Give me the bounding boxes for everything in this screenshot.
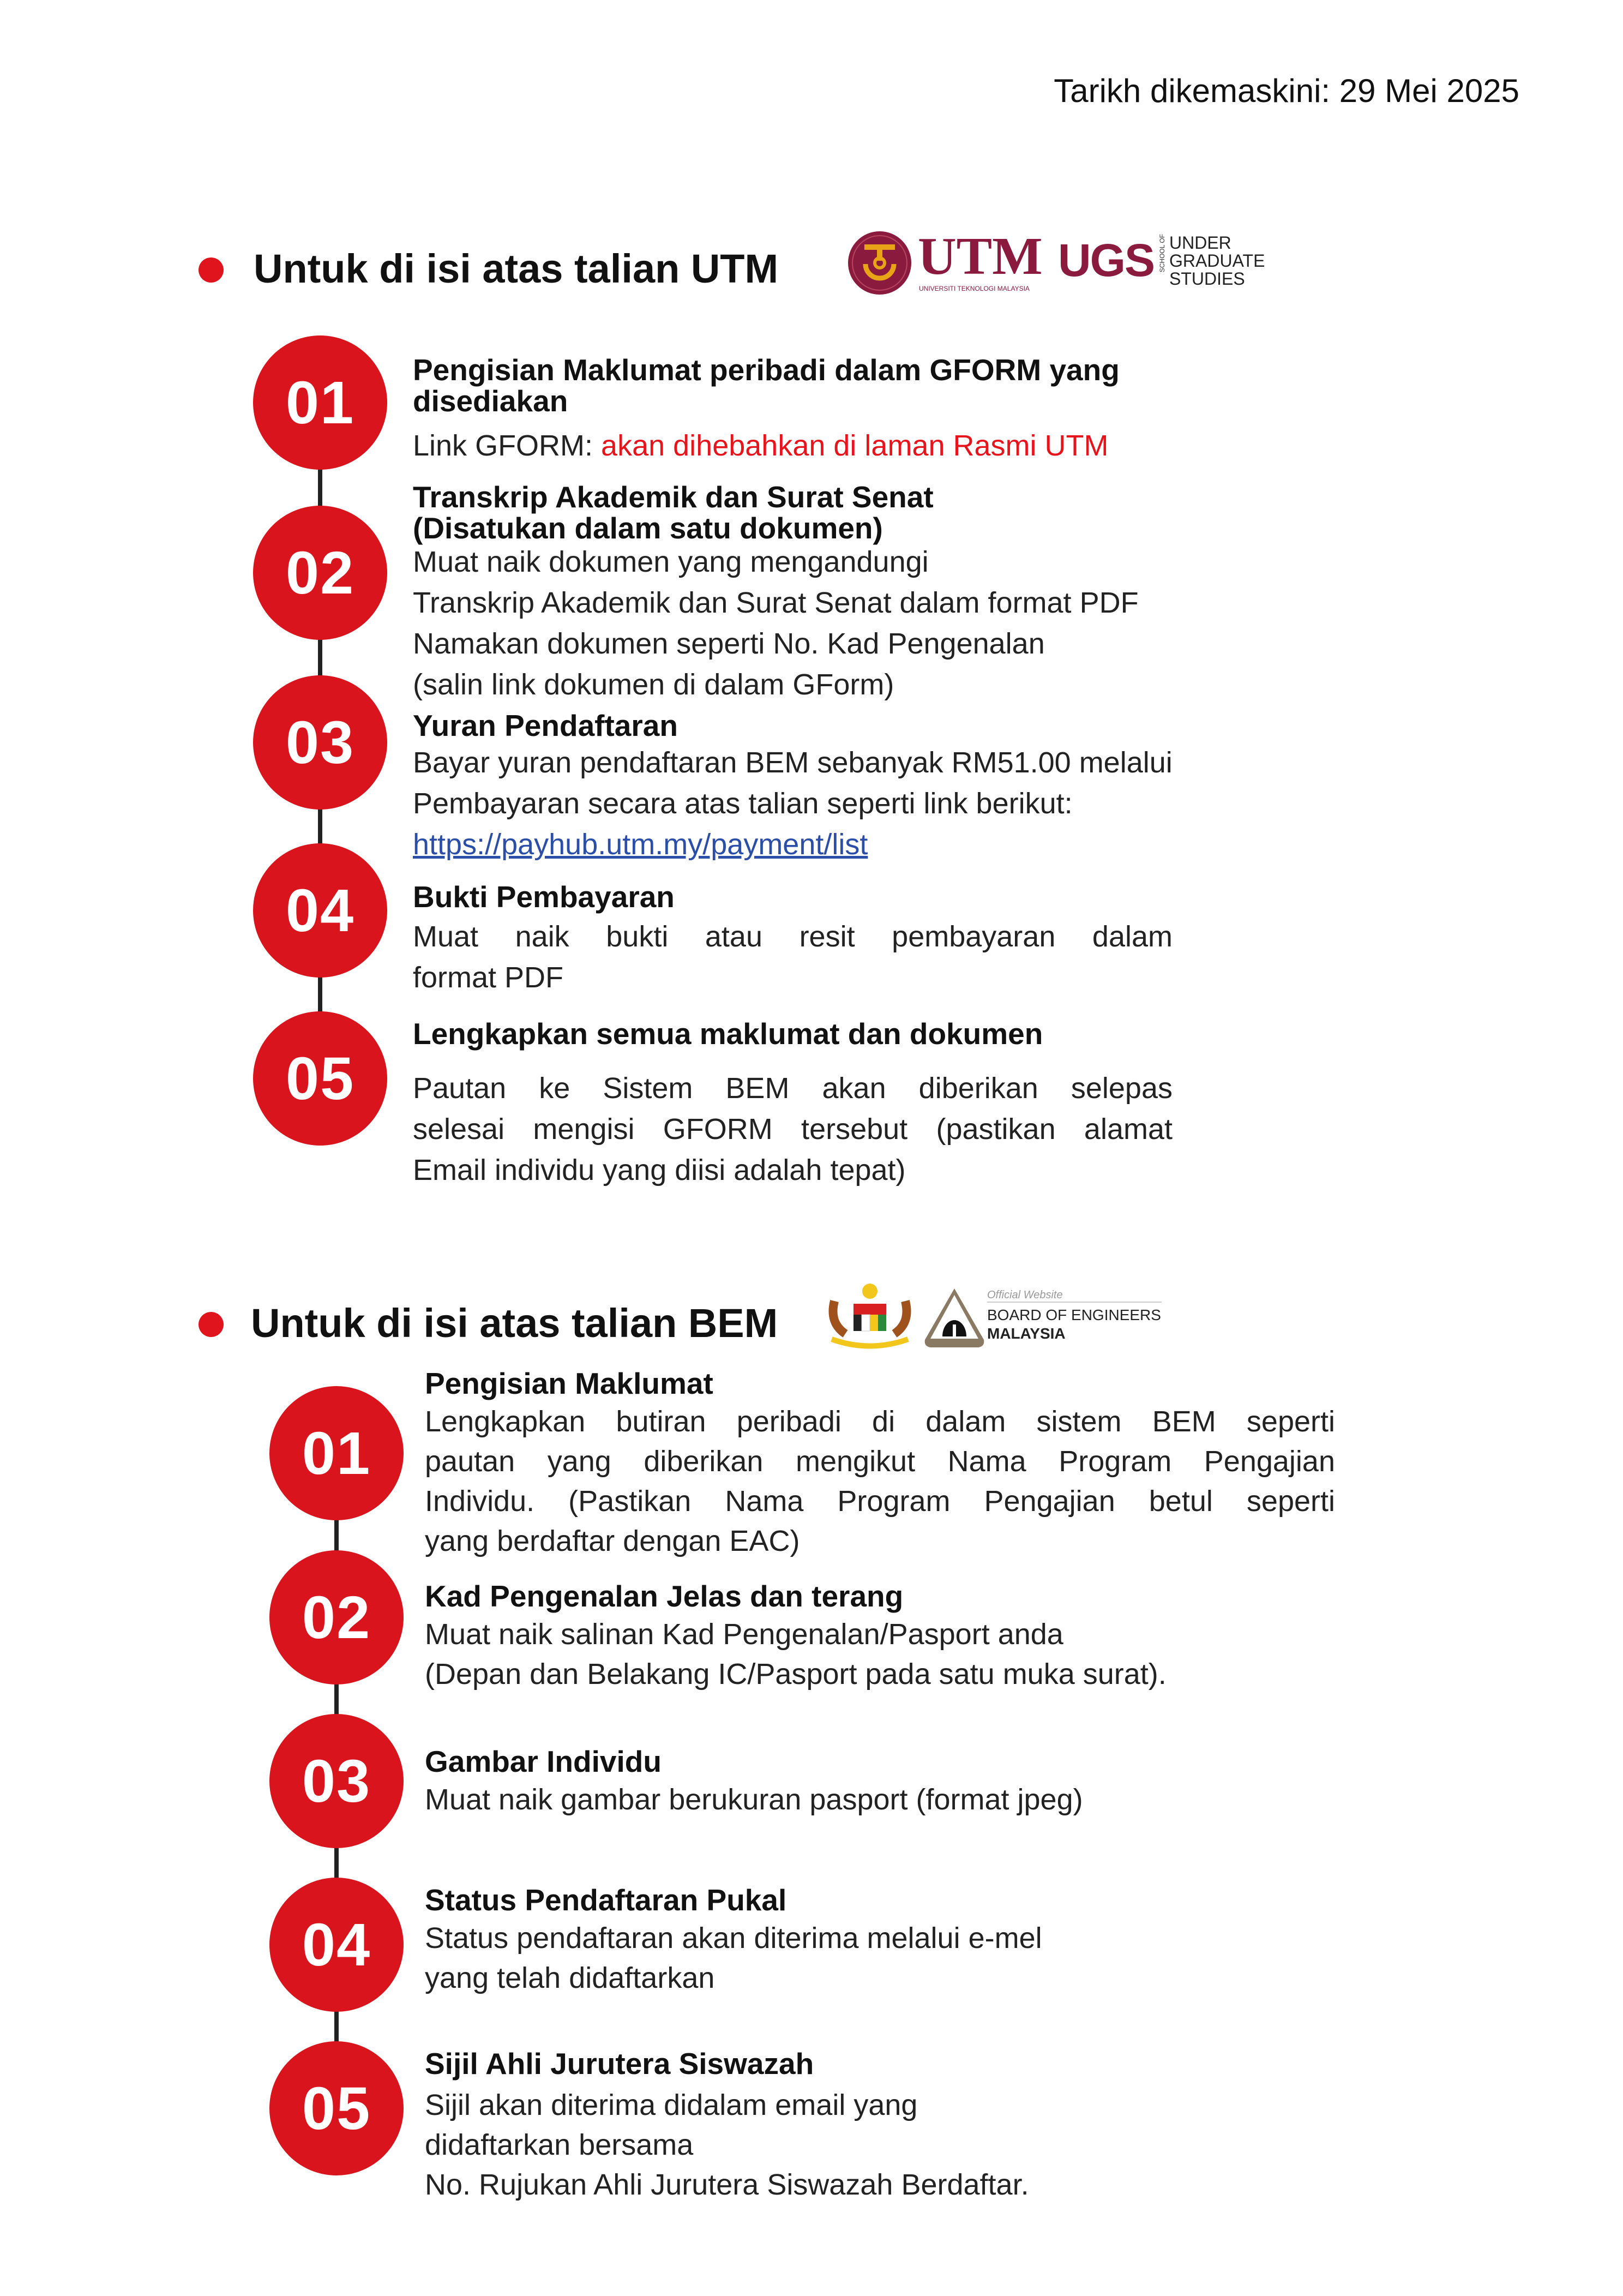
step-description <box>425 1919 1042 1998</box>
step-number-badge: 05 <box>269 2041 404 2175</box>
step-description-line: Pautan ke Sistem BEM akan diberikan selepas <box>413 1072 1173 1105</box>
step-description-line: Individu. (Pastikan Nama Program Pengajian betul seperti <box>425 1485 1335 1518</box>
step-description-line: Muat naik gambar berukuran pasport (format jpeg) <box>425 1783 1083 1816</box>
step-number-badge: 04 <box>269 1878 404 2012</box>
step-title <box>413 482 934 544</box>
bem-logo-line2: MALAYSIA <box>987 1325 1066 1342</box>
step-title <box>413 355 1120 417</box>
step-description-line: (salin link dokumen di dalam GForm) <box>413 668 894 701</box>
ugs-side-text: SCHOOL OF <box>1158 234 1166 273</box>
ugs-line: UNDER <box>1169 233 1231 253</box>
section-heading-utm: Untuk di isi atas talian UTM <box>254 246 779 291</box>
step-number-badge: 01 <box>253 335 387 470</box>
step-description-line: Pembayaran secara atas talian seperti link berikut: <box>413 787 1073 820</box>
step-description-line: Transkrip Akademik dan Surat Senat dalam format PDF <box>413 586 1139 619</box>
step-description-line: (Depan dan Belakang IC/Pasport pada satu muka surat). <box>425 1658 1167 1690</box>
step-title <box>425 1885 786 1916</box>
step-title <box>413 882 675 913</box>
step-number-badge: 05 <box>253 1011 387 1146</box>
step-title-line: Status Pendaftaran Pukal <box>425 1883 787 1917</box>
step-title <box>425 2048 814 2079</box>
utm-logo <box>847 229 1049 297</box>
section-bullet <box>199 257 224 283</box>
section-heading-bem: Untuk di isi atas talian BEM <box>251 1300 778 1346</box>
step-description-line: Status pendaftaran akan diterima melalui e-mel <box>425 1922 1042 1955</box>
payment-link[interactable]: https://payhub.utm.my/payment/list <box>413 828 868 861</box>
gform-link-status: akan dihebahkan di laman Rasmi UTM <box>601 429 1109 462</box>
step-number-badge: 02 <box>269 1550 404 1684</box>
utm-logo-text: UTM <box>918 227 1043 286</box>
step-description <box>425 1615 1167 1694</box>
utm-logo-subtext: UNIVERSITI TEKNOLOGI MALAYSIA <box>919 285 1030 292</box>
step-description-line: Namakan dokumen seperti No. Kad Pengenalan <box>413 627 1045 660</box>
bem-logo <box>922 1286 987 1352</box>
step-title-line: Transkrip Akademik dan Surat Senat <box>413 480 934 514</box>
step-title <box>425 1746 662 1777</box>
step-title <box>425 1368 713 1399</box>
gform-link-note <box>413 425 1109 466</box>
step-description-line: Muat naik bukti atau resit pembayaran dalam <box>413 920 1173 953</box>
step-description-line: format PDF <box>413 961 564 994</box>
step-title-line: Pengisian Maklumat <box>425 1366 713 1400</box>
step-title-line: Gambar Individu <box>425 1745 662 1778</box>
step-description-line: yang telah didaftarkan <box>425 1962 715 1994</box>
ugs-logo <box>1058 232 1276 292</box>
step-description <box>413 425 1109 466</box>
step-description <box>413 1068 1173 1191</box>
step-title-line: (Disatukan dalam satu dokumen) <box>413 511 883 545</box>
step-title-line: Kad Pengenalan Jelas dan terang <box>425 1579 904 1613</box>
step-description-line: Email individu yang diisi adalah tepat) <box>413 1154 906 1186</box>
ugs-line: GRADUATE <box>1169 251 1265 271</box>
step-number-badge: 03 <box>269 1714 404 1848</box>
step-description-line: yang berdaftar dengan EAC) <box>425 1525 800 1557</box>
step-title-line: Pengisian Maklumat peribadi dalam GFORM yang <box>413 353 1120 387</box>
step-description <box>413 916 1173 998</box>
step-title-line: Yuran Pendaftaran <box>413 709 678 742</box>
step-number-badge: 02 <box>253 506 387 640</box>
gform-link-label: Link GFORM: <box>413 429 602 462</box>
step-title-line: disediakan <box>413 384 568 418</box>
step-title-line: Bukti Pembayaran <box>413 880 675 914</box>
step-description <box>413 542 1139 705</box>
last-updated-date: Tarikh dikemaskini: 29 Mei 2025 <box>1054 73 1519 109</box>
step-description-line: Sijil akan diterima didalam email yang <box>425 2089 918 2121</box>
ugs-line: STUDIES <box>1169 269 1245 289</box>
malaysia-coat-of-arms-logo <box>823 1279 916 1350</box>
step-description <box>413 742 1173 865</box>
step-number-badge: 01 <box>269 1386 404 1520</box>
step-description <box>425 1780 1083 1820</box>
step-number-badge: 04 <box>253 843 387 978</box>
step-description-line: selesai mengisi GFORM tersebut (pastikan alamat <box>413 1113 1173 1146</box>
step-title <box>413 710 678 741</box>
bem-official-website: Official Website <box>987 1288 1162 1303</box>
step-description-line: Muat naik dokumen yang mengandungi <box>413 545 929 578</box>
step-number-badge: 03 <box>253 675 387 810</box>
step-description-line: Bayar yuran pendaftaran BEM sebanyak RM51.00 melalui <box>413 746 1173 779</box>
step-title-line: Lengkapkan semua maklumat dan dokumen <box>413 1017 1043 1051</box>
step-title <box>413 1018 1043 1050</box>
section-bullet <box>199 1312 224 1337</box>
step-description <box>425 2085 1029 2205</box>
bem-logo-line1: BOARD OF ENGINEERS <box>987 1306 1161 1323</box>
step-description-line: Muat naik salinan Kad Pengenalan/Pasport anda <box>425 1618 1063 1651</box>
ugs-logo-text: UGS <box>1058 235 1155 286</box>
step-description-line: didaftarkan bersama <box>425 2129 694 2161</box>
step-description-line: pautan yang diberikan mengikut Nama Program Pengajian <box>425 1445 1335 1478</box>
step-title-line: Sijil Ahli Jurutera Siswazah <box>425 2047 814 2081</box>
step-description-line: No. Rujukan Ahli Jurutera Siswazah Berdaftar. <box>425 2168 1029 2201</box>
step-description-line: Lengkapkan butiran peribadi di dalam sistem BEM seperti <box>425 1405 1335 1438</box>
step-title <box>425 1581 903 1612</box>
step-description <box>425 1402 1335 1561</box>
